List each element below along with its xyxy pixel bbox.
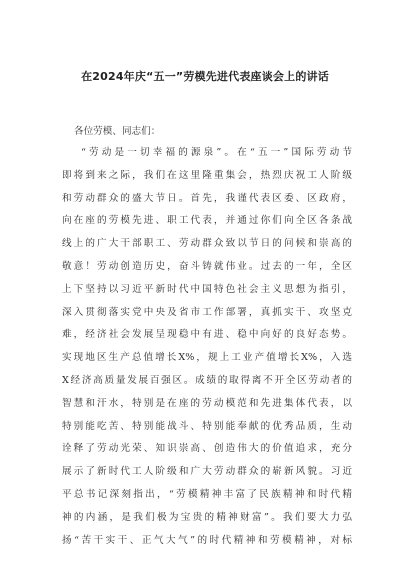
body-line: X经济高质量发展百强区。成绩的取得离不开全区劳动者的 xyxy=(62,374,352,386)
body-line: 线上的广大干部职工、劳动群众致以节日的问候和崇高的 xyxy=(62,238,352,250)
body-line: 难，经济社会发展呈现稳中有进、稳中向好的良好态势。 xyxy=(62,329,352,341)
body-line: 平总书记深刻指出，“劳模精神丰富了民族精神和时代精 xyxy=(62,488,352,500)
body-line: 即将到来之际，我们在这里隆重集会，热烈庆祝工人阶级 xyxy=(62,169,352,181)
body-line: 向在座的劳模先进、职工代表，并通过你们向全区各条战 xyxy=(62,215,352,227)
document-title: 在2024年庆“五一”劳模先进代表座谈会上的讲话 xyxy=(81,70,329,83)
body-line: 扬“苦干实干、正气大气”的时代精神和劳模精神，对标 xyxy=(62,534,352,546)
body-line: 敬意！劳动创造历史，奋斗铸就伟业。过去的一年，全区 xyxy=(62,260,352,272)
body-line: 神的内涵，是我们极为宝贵的精神财富”。我们要大力弘 xyxy=(62,511,352,523)
body-line: 深入贯彻落实党中央及省市工作部署，真抓实干、攻坚克 xyxy=(62,306,352,318)
body-line: 诠释了劳动光荣、知识崇高、创造伟大的价值追求，充分 xyxy=(62,443,352,455)
body-line: 特别能吃苦、特别能战斗、特别能奉献的优秀品质，生动 xyxy=(62,420,352,432)
body-line: 智慧和汗水，特别是在座的劳动模范和先进集体代表，以 xyxy=(62,397,352,409)
body-line: 实现地区生产总值增长X%，规上工业产值增长X%，入选 xyxy=(62,352,352,364)
salutation: 各位劳模、同志们： xyxy=(74,126,161,137)
body-line: 和劳动群众的盛大节日。首先，我谨代表区委、区政府， xyxy=(62,192,352,204)
body-line: 上下坚持以习近平新时代中国特色社会主义思想为指引， xyxy=(62,283,352,295)
body-line: 展示了新时代工人阶级和广大劳动群众的崭新风貌。习近 xyxy=(62,466,352,478)
speech-body xyxy=(62,142,352,552)
body-line: “劳动是一切幸福的源泉”。在“五一”国际劳动节 xyxy=(81,147,352,158)
